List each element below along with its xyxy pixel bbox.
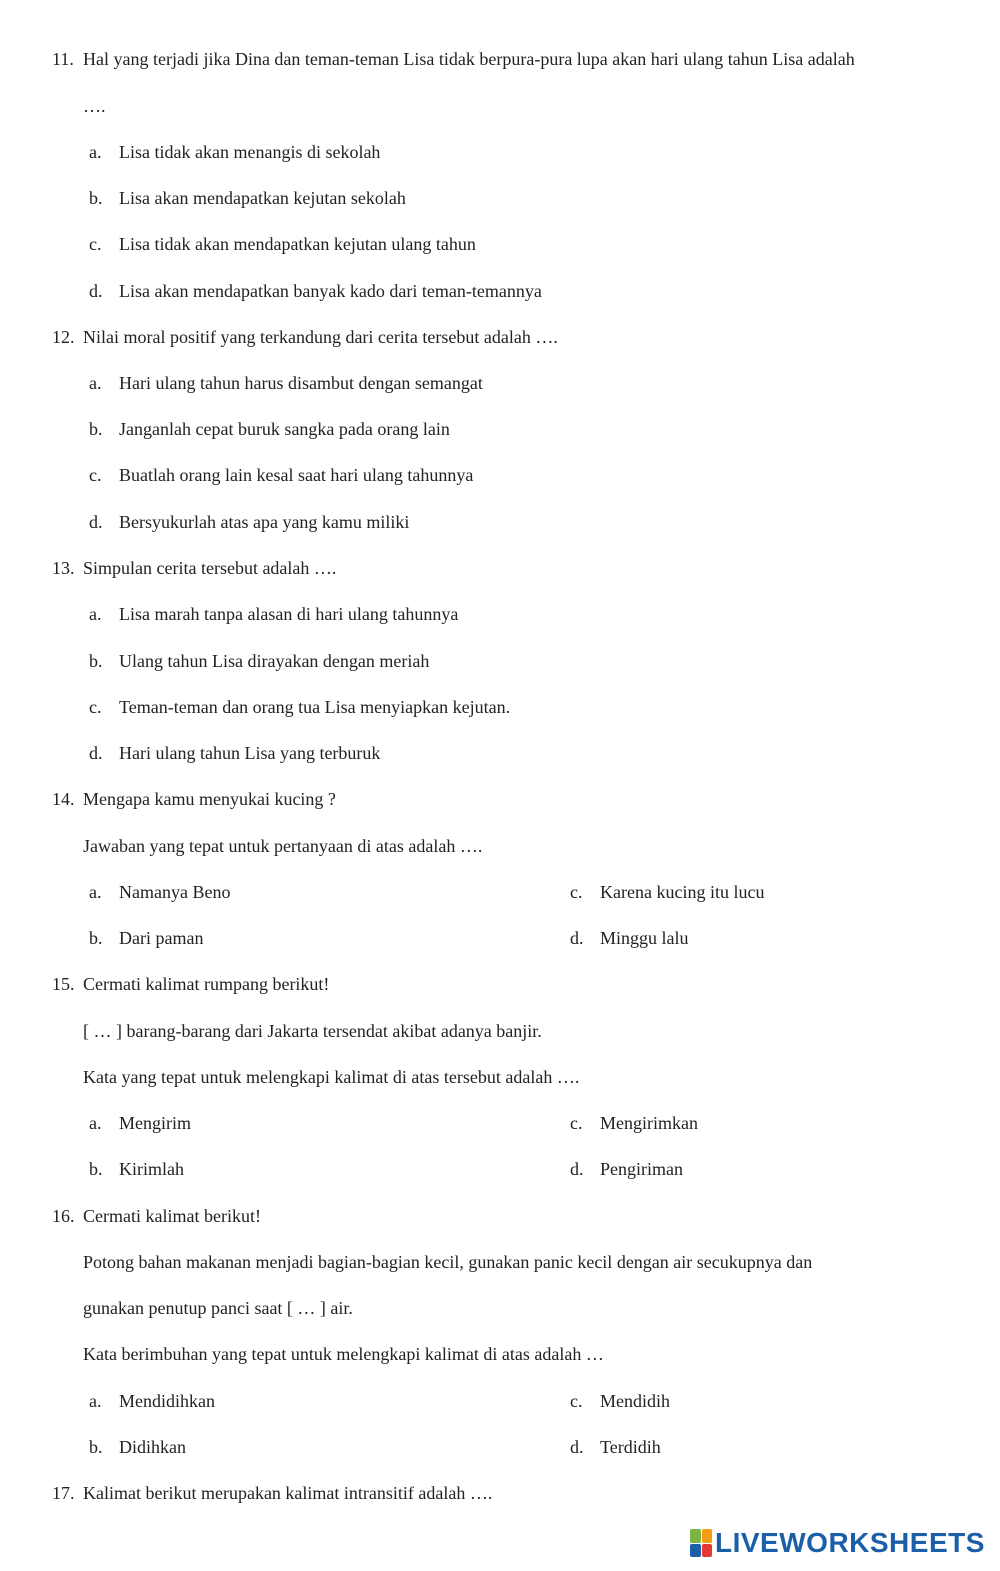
option-letter: b.: [89, 1437, 103, 1457]
question-12-option-b[interactable]: [89, 418, 450, 440]
question-14-option-b[interactable]: [89, 927, 203, 949]
option-letter: c.: [89, 697, 102, 717]
question-15-option-c[interactable]: [570, 1112, 698, 1134]
question-11-continuation: ….: [83, 96, 106, 116]
option-letter: a.: [89, 373, 102, 393]
question-13-option-b[interactable]: [89, 650, 429, 672]
question-14-number: 14.: [52, 789, 75, 809]
option-text: Mendidih: [600, 1391, 670, 1411]
question-13-option-a[interactable]: [89, 603, 458, 625]
option-letter: a.: [89, 604, 102, 624]
question-14-text: Mengapa kamu menyukai kucing ?: [83, 789, 336, 809]
question-13-number: 13.: [52, 558, 75, 578]
question-16-number: 16.: [52, 1206, 75, 1226]
question-11-option-a[interactable]: [89, 141, 380, 163]
question-12-text: Nilai moral positif yang terkandung dari cerita tersebut adalah ….: [83, 327, 558, 347]
option-text: Minggu lalu: [600, 928, 689, 948]
question-15-instruction: Kata yang tepat untuk melengkapi kalimat di atas tersebut adalah ….: [83, 1067, 580, 1087]
question-16-option-b[interactable]: [89, 1436, 186, 1458]
question-14-option-c[interactable]: [570, 881, 764, 903]
question-16-option-d[interactable]: [570, 1436, 661, 1458]
option-text: Didihkan: [119, 1437, 186, 1457]
option-letter: d.: [570, 928, 584, 948]
question-15-option-d[interactable]: [570, 1158, 683, 1180]
option-letter: d.: [89, 743, 103, 763]
option-letter: b.: [89, 651, 103, 671]
question-13-option-c[interactable]: [89, 696, 510, 718]
option-text: Ulang tahun Lisa dirayakan dengan meriah: [119, 651, 430, 671]
option-text: Janganlah cepat buruk sangka pada orang lain: [119, 419, 450, 439]
option-text: Lisa akan mendapatkan banyak kado dari teman-temannya: [119, 281, 542, 301]
question-15-option-b[interactable]: [89, 1158, 184, 1180]
option-letter: b.: [89, 419, 103, 439]
option-letter: a.: [89, 142, 102, 162]
question-11-text: Hal yang terjadi jika Dina dan teman-teman Lisa tidak berpura-pura lupa akan hari ulang tahun Lisa adalah: [83, 49, 855, 69]
question-11-option-b[interactable]: [89, 187, 406, 209]
question-11-option-d[interactable]: [89, 280, 542, 302]
question-12-option-c[interactable]: [89, 464, 473, 486]
option-letter: c.: [570, 1113, 583, 1133]
question-16-sentence-line-2: gunakan penutup panci saat [ … ] air.: [83, 1298, 353, 1318]
option-letter: a.: [89, 1391, 102, 1411]
question-15-number: 15.: [52, 974, 75, 994]
option-text: Bersyukurlah atas apa yang kamu miliki: [119, 512, 410, 532]
option-letter: b.: [89, 188, 103, 208]
option-text: Mendidihkan: [119, 1391, 215, 1411]
option-letter: c.: [570, 1391, 583, 1411]
option-letter: d.: [89, 281, 103, 301]
question-11-option-c[interactable]: [89, 233, 476, 255]
option-letter: d.: [89, 512, 103, 532]
question-12-option-d[interactable]: [89, 511, 409, 533]
question-11-number: 11.: [52, 49, 74, 69]
option-text: Lisa tidak akan menangis di sekolah: [119, 142, 381, 162]
option-text: Karena kucing itu lucu: [600, 882, 765, 902]
question-16-text: Cermati kalimat berikut!: [83, 1206, 261, 1226]
option-letter: c.: [89, 465, 102, 485]
option-text: Lisa akan mendapatkan kejutan sekolah: [119, 188, 406, 208]
option-text: Buatlah orang lain kesal saat hari ulang tahunnya: [119, 465, 474, 485]
option-text: Hari ulang tahun Lisa yang terburuk: [119, 743, 381, 763]
option-letter: d.: [570, 1437, 584, 1457]
option-letter: b.: [89, 1159, 103, 1179]
option-letter: a.: [89, 1113, 102, 1133]
option-text: Terdidih: [600, 1437, 661, 1457]
question-16-instruction: Kata berimbuhan yang tepat untuk melengkapi kalimat di atas adalah …: [83, 1344, 604, 1364]
question-14-instruction: Jawaban yang tepat untuk pertanyaan di atas adalah ….: [83, 836, 483, 856]
option-letter: c.: [570, 882, 583, 902]
question-13-text: Simpulan cerita tersebut adalah ….: [83, 558, 337, 578]
question-15-text: Cermati kalimat rumpang berikut!: [83, 974, 330, 994]
option-text: Dari paman: [119, 928, 204, 948]
option-text: Namanya Beno: [119, 882, 231, 902]
question-16-sentence-line-1: Potong bahan makanan menjadi bagian-bagian kecil, gunakan panic kecil dengan air secukupnya dan: [83, 1252, 813, 1272]
option-letter: c.: [89, 234, 102, 254]
option-letter: a.: [89, 882, 102, 902]
option-text: Mengirimkan: [600, 1113, 698, 1133]
option-text: Hari ulang tahun harus disambut dengan semangat: [119, 373, 483, 393]
question-16-option-c[interactable]: [570, 1390, 670, 1412]
question-15-option-a[interactable]: [89, 1112, 191, 1134]
option-text: Lisa tidak akan mendapatkan kejutan ulang tahun: [119, 234, 476, 254]
question-13-option-d[interactable]: [89, 742, 380, 764]
option-text: Mengirim: [119, 1113, 191, 1133]
liveworksheets-logo-icon: [690, 1529, 712, 1557]
logo-text: LIVEWORKSHEETS: [715, 1527, 985, 1558]
question-12-option-a[interactable]: [89, 372, 483, 394]
question-17-number: 17.: [52, 1483, 75, 1503]
option-text: Teman-teman dan orang tua Lisa menyiapkan kejutan.: [119, 697, 511, 717]
question-12-number: 12.: [52, 327, 75, 347]
question-14-option-a[interactable]: [89, 881, 230, 903]
liveworksheets-logo: [690, 1527, 985, 1559]
option-letter: b.: [89, 928, 103, 948]
option-text: Pengiriman: [600, 1159, 683, 1179]
option-letter: d.: [570, 1159, 584, 1179]
option-text: Lisa marah tanpa alasan di hari ulang tahunnya: [119, 604, 459, 624]
question-17-text: Kalimat berikut merupakan kalimat intransitif adalah ….: [83, 1483, 493, 1503]
question-14-option-d[interactable]: [570, 927, 689, 949]
option-text: Kirimlah: [119, 1159, 184, 1179]
question-15-sentence: [ … ] barang-barang dari Jakarta tersendat akibat adanya banjir.: [83, 1021, 542, 1041]
question-16-option-a[interactable]: [89, 1390, 215, 1412]
